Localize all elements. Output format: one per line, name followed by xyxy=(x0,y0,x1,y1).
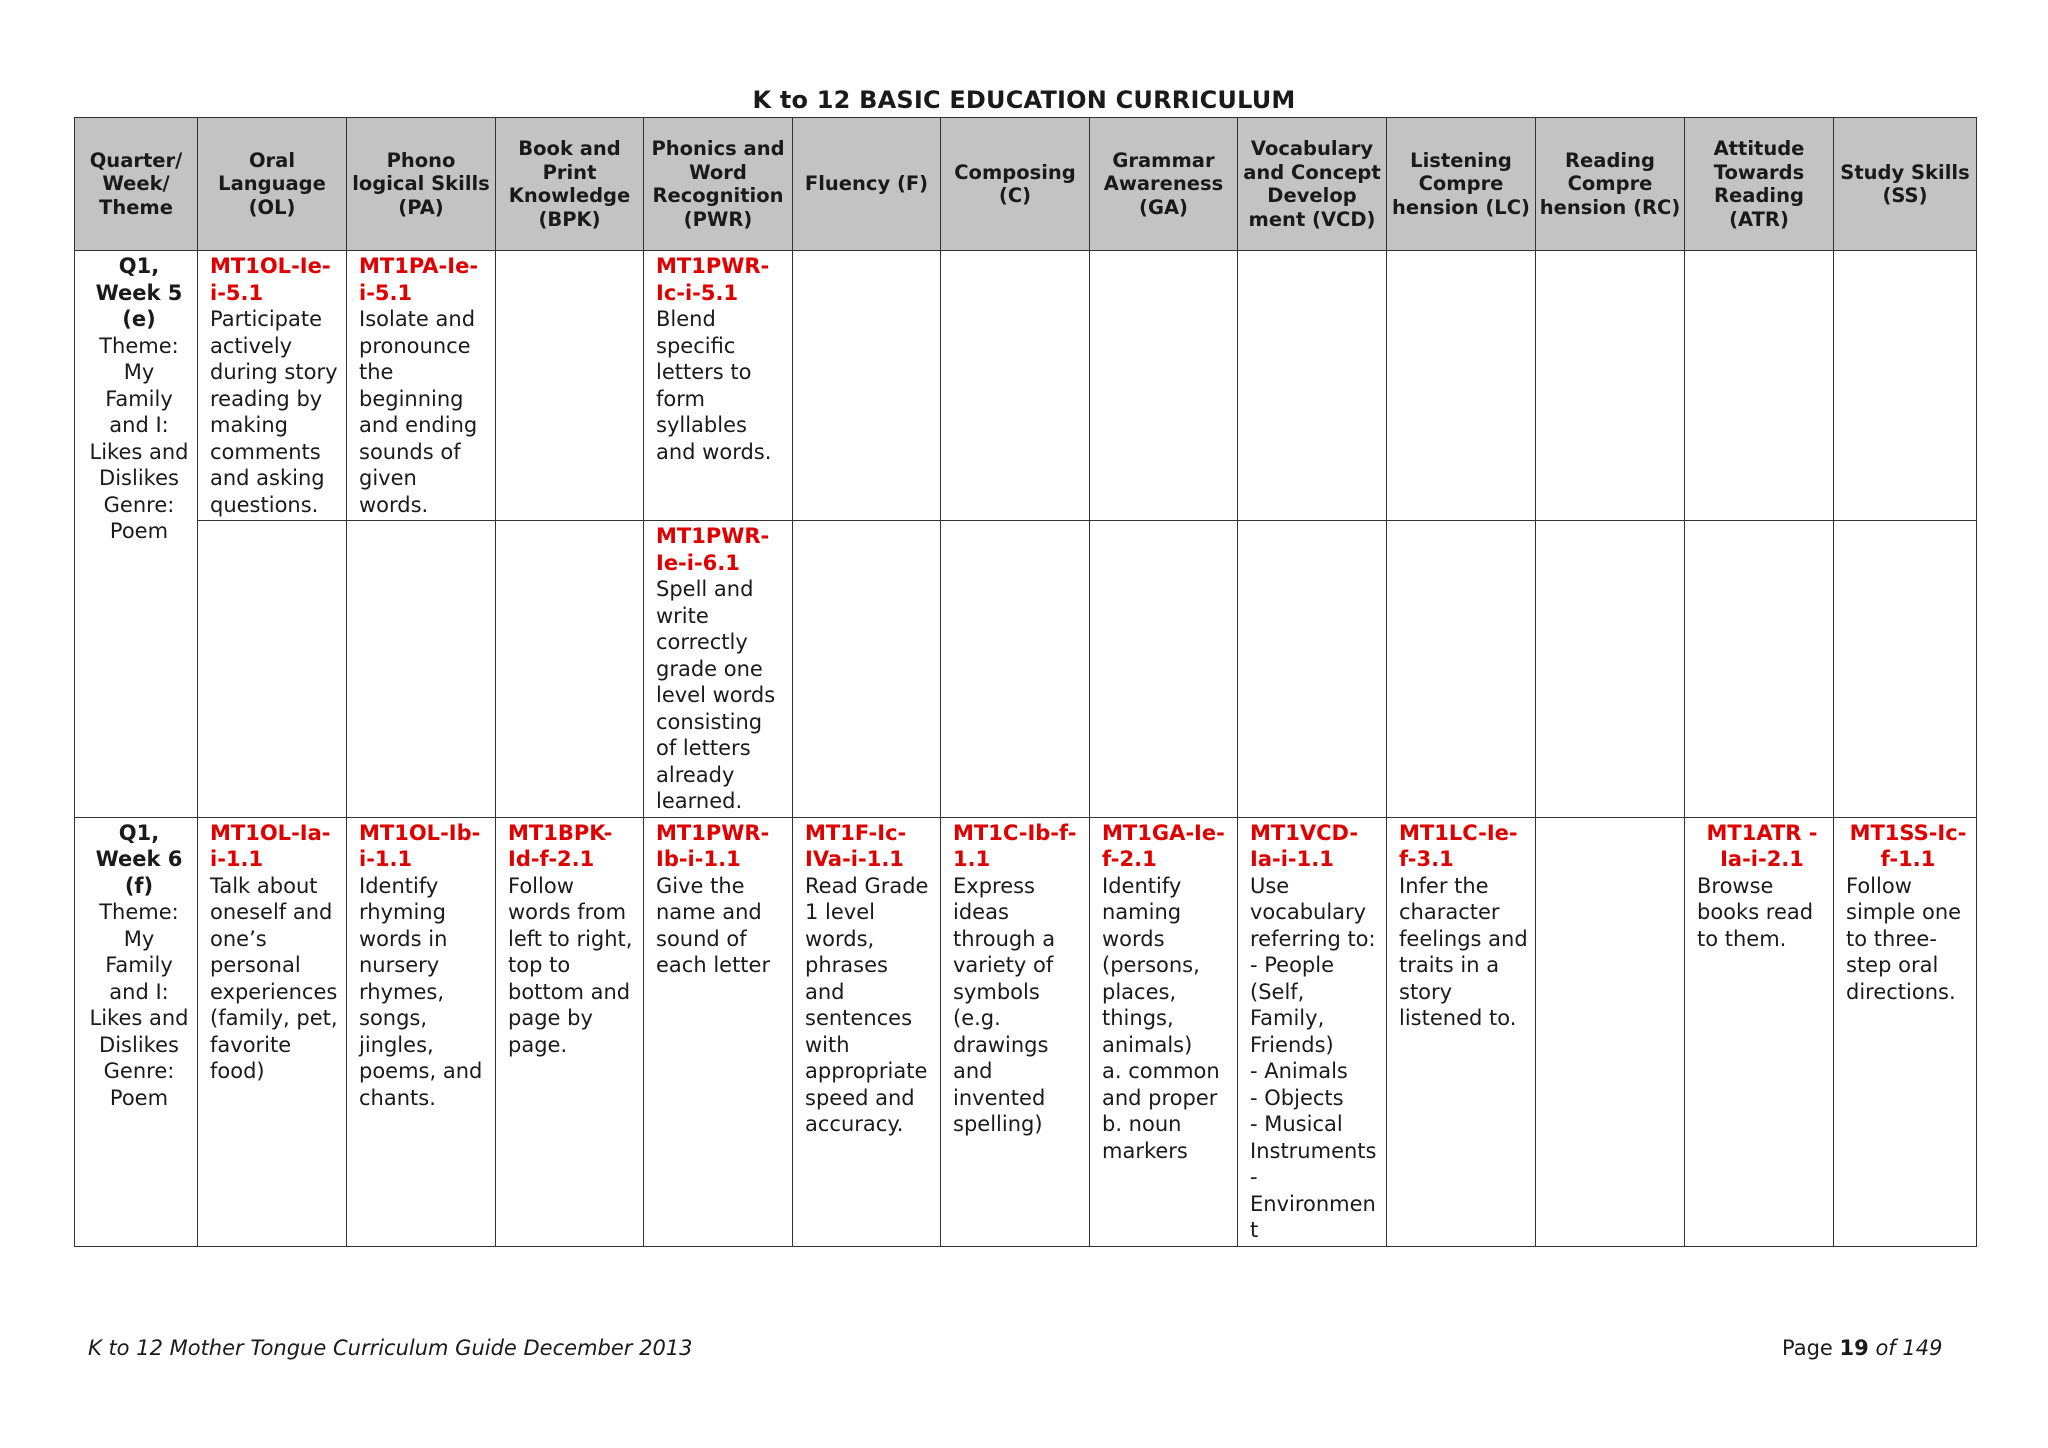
empty-cell xyxy=(496,251,644,521)
empty-cell xyxy=(1536,817,1685,1246)
empty-cell xyxy=(941,521,1090,818)
week6-c-cell xyxy=(941,817,1090,1246)
empty-cell xyxy=(1387,521,1536,818)
header-vocabulary-concept: Vocabulary and Concept Develop ment (VCD) xyxy=(1238,118,1387,251)
week6-bpk-cell xyxy=(496,817,644,1246)
document-title: K to 12 BASIC EDUCATION CURRICULUM xyxy=(752,86,1296,114)
competency-text: Follow words from left to right, top to bottom and page by page. xyxy=(508,873,633,1057)
empty-cell xyxy=(1238,251,1387,521)
competency-code: MT1ATR -Ia-i-2.1 xyxy=(1706,820,1818,871)
footer-guide-title: K to 12 Mother Tongue Curriculum Guide December 2013 xyxy=(88,1336,693,1360)
curriculum-table xyxy=(74,117,1977,1247)
table-row xyxy=(75,521,1977,818)
header-attitude-reading: Attitude Towards Reading (ATR) xyxy=(1685,118,1834,251)
week5-ol-cell xyxy=(198,251,347,521)
empty-cell xyxy=(1090,251,1238,521)
competency-code: MT1F-Ic-IVa-i-1.1 xyxy=(805,820,907,871)
week6-lc-cell xyxy=(1387,817,1536,1246)
competency-code: MT1GA-Ie-f-2.1 xyxy=(1102,820,1225,871)
header-composing: Composing (C) xyxy=(941,118,1090,251)
week5-pwr-cell xyxy=(644,251,793,521)
competency-text: Identify naming words (persons, places, things, animals) a. common and proper b. noun markers xyxy=(1102,873,1220,1163)
header-book-print-knowledge: Book and Print Knowledge (BPK) xyxy=(496,118,644,251)
empty-cell xyxy=(1238,521,1387,818)
competency-text: Spell and write correctly grade one level words consisting of letters already learned. xyxy=(656,577,776,813)
competency-code: MT1PWR-Ic-i-5.1 xyxy=(656,254,770,305)
week5-pwr2-cell xyxy=(644,521,793,818)
competency-text: Read Grade 1 level words, phrases and sentences with appropriate speed and accuracy. xyxy=(805,873,929,1136)
header-phonics-word-recognition: Phonics and Word Recognition (PWR) xyxy=(644,118,793,251)
competency-code: MT1LC-Ie-f-3.1 xyxy=(1399,820,1518,871)
header-quarter: Quarter/ Week/ Theme xyxy=(75,118,198,251)
page-current: 19 xyxy=(1839,1336,1869,1360)
header-listening-comprehension: Listening Compre hension (LC) xyxy=(1387,118,1536,251)
header-row xyxy=(75,118,1977,251)
empty-cell xyxy=(496,521,644,818)
competency-code: MT1BPK-Id-f-2.1 xyxy=(508,820,613,871)
empty-cell xyxy=(793,521,941,818)
week6-vcd-cell xyxy=(1238,817,1387,1246)
week6-quarter-label: Q1, Week 6 (f) xyxy=(95,820,183,898)
empty-cell xyxy=(1834,251,1977,521)
competency-code: MT1PA-Ie-i-5.1 xyxy=(359,254,479,305)
empty-cell xyxy=(198,521,347,818)
empty-cell xyxy=(1536,251,1685,521)
empty-cell xyxy=(1387,251,1536,521)
week6-ss-cell xyxy=(1834,817,1977,1246)
competency-text: Use vocabulary referring to: - People (Self, Family, Friends) - Animals - Objects - Musical Instruments - Environment xyxy=(1250,873,1377,1242)
competency-text: Infer the character feelings and traits in a story listened to. xyxy=(1399,873,1528,1030)
competency-text: Talk about oneself and one’s personal experiences (family, pet, favorite food) xyxy=(210,873,338,1083)
week6-atr-cell xyxy=(1685,817,1834,1246)
empty-cell xyxy=(1685,251,1834,521)
week6-pwr-cell xyxy=(644,817,793,1246)
competency-text: Follow simple one to three-step oral directions. xyxy=(1846,873,1962,1004)
competency-code: MT1OL-Ie-i-5.1 xyxy=(210,254,331,305)
competency-code: MT1OL-Ia-i-1.1 xyxy=(210,820,331,871)
empty-cell xyxy=(1834,521,1977,818)
empty-cell xyxy=(347,521,496,818)
week5-theme: Theme: My Family and I: Likes and Dislikes Genre: Poem xyxy=(89,333,189,543)
empty-cell xyxy=(793,251,941,521)
table-row xyxy=(75,817,1977,1246)
competency-text: Express ideas through a variety of symbols (e.g. drawings and invented spelling) xyxy=(953,873,1056,1136)
empty-cell xyxy=(1090,521,1238,818)
week6-ga-cell xyxy=(1090,817,1238,1246)
page-total: of 149 xyxy=(1875,1336,1943,1360)
header-study-skills: Study Skills (SS) xyxy=(1834,118,1977,251)
footer-page-number xyxy=(1782,1336,1942,1360)
week6-pa-cell xyxy=(347,817,496,1246)
week6-quarter-cell xyxy=(75,817,198,1246)
page-label: Page xyxy=(1782,1336,1833,1360)
competency-code: MT1SS-Ic-f-1.1 xyxy=(1849,820,1967,871)
competency-code: MT1VCD-Ia-i-1.1 xyxy=(1250,820,1359,871)
week5-pa-cell xyxy=(347,251,496,521)
week5-quarter-label: Q1, Week 5 (e) xyxy=(95,254,183,331)
week6-f-cell xyxy=(793,817,941,1246)
header-reading-comprehension: Reading Compre hension (RC) xyxy=(1536,118,1685,251)
empty-cell xyxy=(941,251,1090,521)
header-phonological-skills: Phono logical Skills (PA) xyxy=(347,118,496,251)
competency-code: MT1C-Ib-f-1.1 xyxy=(953,820,1077,871)
competency-text: Isolate and pronounce the beginning and ending sounds of given words. xyxy=(359,307,478,517)
empty-cell xyxy=(1536,521,1685,818)
competency-text: Participate actively during story reading by making comments and asking questions. xyxy=(210,307,338,517)
week5-quarter-cell xyxy=(75,251,198,818)
header-grammar-awareness: Grammar Awareness (GA) xyxy=(1090,118,1238,251)
competency-text: Browse books read to them. xyxy=(1697,873,1814,951)
competency-text: Give the name and sound of each letter xyxy=(656,873,771,977)
competency-code: MT1PWR-Ib-i-1.1 xyxy=(656,820,770,871)
competency-text: Identify rhyming words in nursery rhymes, songs, jingles, poems, and chants. xyxy=(359,873,483,1110)
header-fluency: Fluency (F) xyxy=(793,118,941,251)
empty-cell xyxy=(1685,521,1834,818)
week6-ol-cell xyxy=(198,817,347,1246)
table-row xyxy=(75,251,1977,521)
header-oral-language: Oral Language (OL) xyxy=(198,118,347,251)
competency-text: Blend specific letters to form syllables and words. xyxy=(656,307,772,464)
week6-theme: Theme: My Family and I: Likes and Dislikes Genre: Poem xyxy=(89,900,189,1110)
competency-code: MT1PWR-Ie-i-6.1 xyxy=(656,524,770,575)
competency-code: MT1OL-Ib-i-1.1 xyxy=(359,820,481,871)
